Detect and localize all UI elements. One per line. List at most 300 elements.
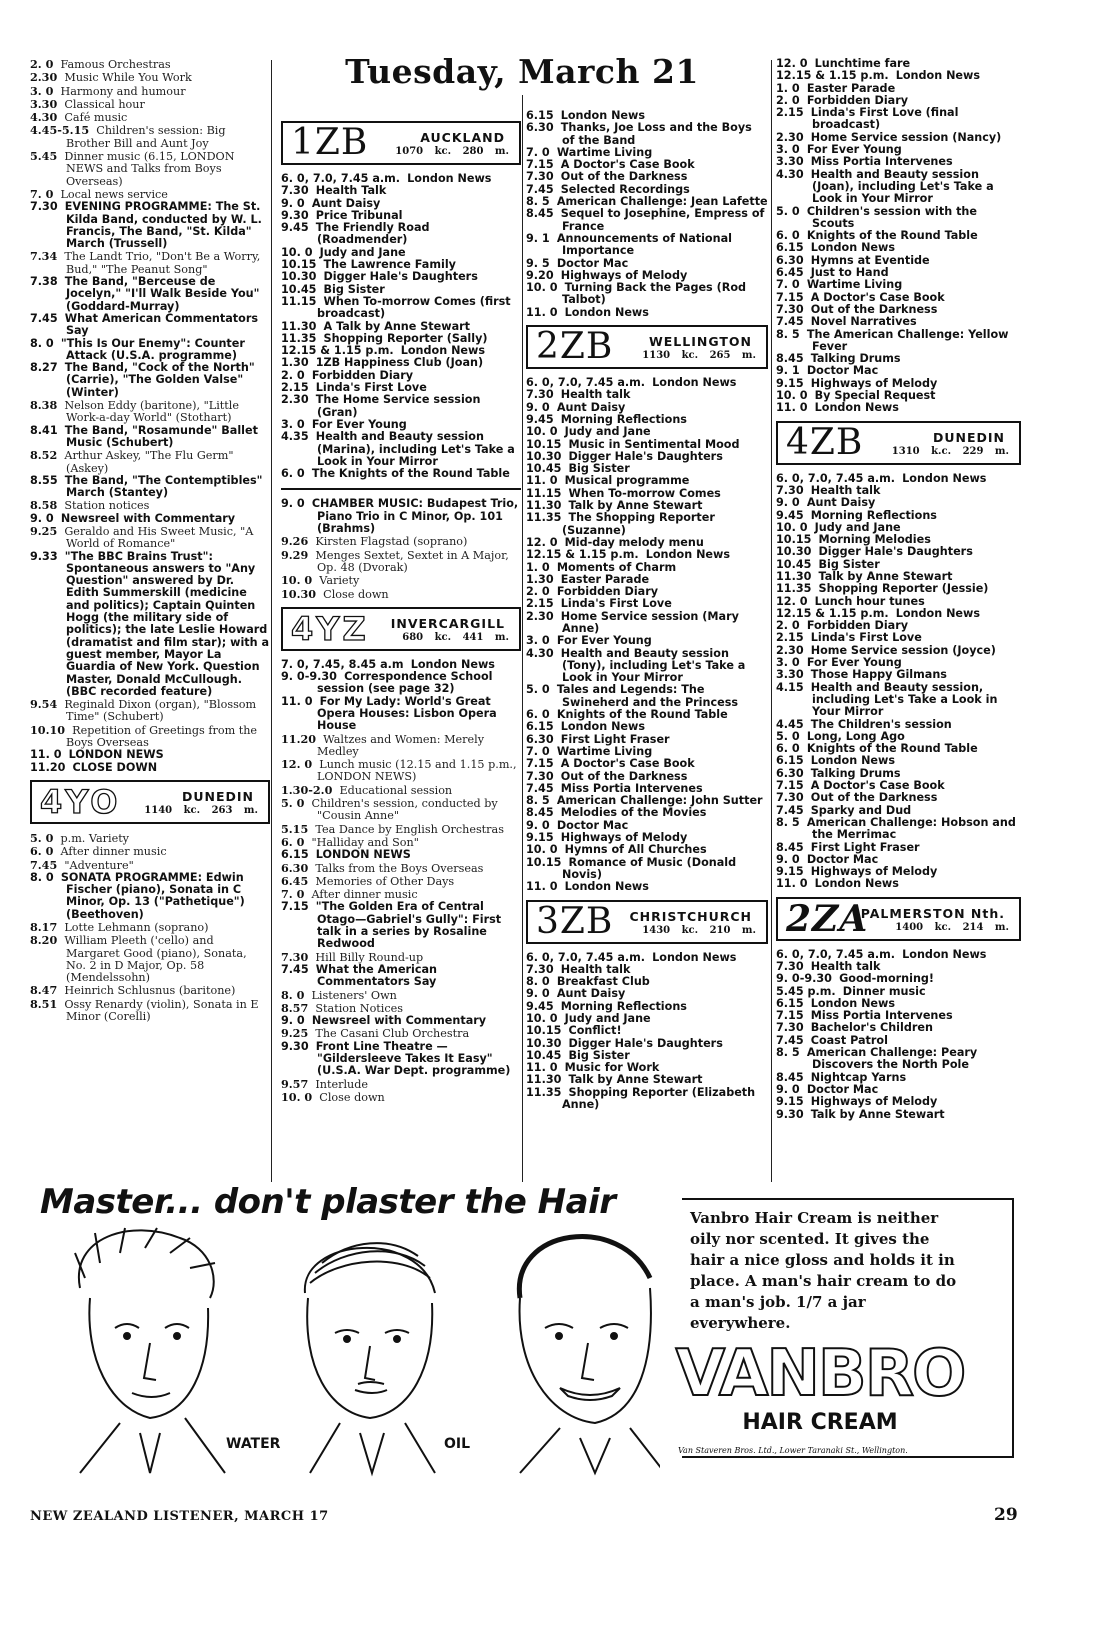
schedule-list bbox=[526, 952, 768, 1112]
schedule-item bbox=[526, 512, 768, 537]
schedule-programme: Bachelor's Children bbox=[810, 1021, 933, 1035]
schedule-programme: Out of the Darkness bbox=[810, 302, 938, 316]
schedule-item bbox=[30, 525, 270, 551]
schedule-time: 4.15 bbox=[776, 680, 804, 694]
station-city: DUNEDIN bbox=[932, 429, 1005, 445]
schedule-time: 11. 0 bbox=[526, 1061, 558, 1075]
schedule-time: 10.30 bbox=[281, 270, 317, 284]
schedule-programme: London News bbox=[652, 376, 737, 390]
schedule-time: 9. 0-9.30 bbox=[776, 972, 832, 986]
schedule-time: 7.45 bbox=[776, 1033, 804, 1047]
schedule-time: 7.45 bbox=[30, 311, 58, 325]
schedule-programme: London News bbox=[400, 344, 486, 358]
schedule-time: 9.54 bbox=[30, 697, 58, 712]
schedule-programme: CLOSE DOWN bbox=[72, 760, 158, 774]
station-city: WELLINGTON bbox=[648, 334, 752, 350]
schedule-item bbox=[281, 671, 521, 696]
schedule-item bbox=[281, 498, 521, 535]
schedule-time: 8.55 bbox=[30, 473, 58, 487]
schedule-programme: Nelson Eddy (baritone), "Little Work-a-day World" (Stothart) bbox=[64, 399, 239, 425]
schedule-programme: Judy and Jane bbox=[319, 245, 406, 259]
schedule-programme: Talk by Anne Stewart bbox=[568, 1073, 703, 1087]
schedule-time: 6.15 bbox=[776, 754, 804, 768]
schedule-programme: Correspondence School session (see page 32) bbox=[317, 670, 493, 696]
schedule-programme: Novel Narratives bbox=[810, 315, 917, 329]
schedule-item bbox=[30, 111, 270, 124]
schedule-time: 11.30 bbox=[776, 569, 812, 583]
schedule-programme: "The Golden Era of Central Otago—Gabriel's Gully": First talk in a series by Rosaline Redwood bbox=[315, 900, 502, 951]
schedule-time: 8.45 bbox=[526, 207, 554, 221]
schedule-time: 12. 0 bbox=[281, 757, 313, 772]
schedule-time: 2.15 bbox=[776, 106, 804, 120]
schedule-programme: Children's session with the Scouts bbox=[806, 204, 977, 230]
schedule-time: 4.45 bbox=[776, 717, 804, 731]
schedule-programme: Hymns of All Churches bbox=[564, 843, 707, 857]
schedule-time: 9. 1 bbox=[526, 231, 550, 245]
station-call-sign: 4ZB bbox=[786, 421, 864, 463]
schedule-time: 6. 0, 7.0, 7.45 a.m. bbox=[526, 950, 646, 964]
schedule-programme: Local news service bbox=[60, 187, 168, 201]
schedule-item bbox=[281, 951, 521, 964]
schedule-programme: Miss Portia Intervenes bbox=[810, 155, 953, 169]
schedule-item bbox=[281, 394, 521, 419]
schedule-programme: A Talk by Anne Stewart bbox=[323, 319, 470, 333]
station-call-sign: 3ZB bbox=[536, 900, 614, 942]
schedule-programme: Wartime Living bbox=[806, 278, 903, 292]
schedule-programme: The Band, "Cock of the North" (Carrie), "The Golden Valse" (Winter) bbox=[64, 361, 255, 399]
schedule-time: 8. 5 bbox=[526, 195, 550, 209]
schedule-programme: "The BBC Brains Trust": Spontaneous answers to "Any Question" answered by Dr. Edith Summerskill (medicine and politics); Captain Quinten Hogg (the military side of politics); the late Leslie Howard (dramatist and film star); with a guest member, Mayor La Guardia of New York. Question Master, Donald McCullough. (BBC recorded feature) bbox=[64, 549, 270, 698]
schedule-programme: What American Commentators Say bbox=[64, 311, 258, 338]
schedule-item bbox=[30, 984, 270, 997]
schedule-item bbox=[526, 1087, 768, 1112]
schedule-time: 1.30-2.0 bbox=[281, 782, 333, 797]
schedule-programme: The Lawrence Family bbox=[323, 258, 456, 272]
schedule-programme: Shopping Reporter (Jessie) bbox=[818, 582, 989, 596]
schedule-time: 9.45 bbox=[281, 221, 309, 235]
schedule-item bbox=[281, 784, 521, 797]
schedule-programme: When To-morrow Comes bbox=[568, 486, 721, 500]
schedule-item bbox=[281, 862, 521, 875]
vanbro-advertisement bbox=[30, 1178, 1020, 1478]
schedule-programme: LONDON NEWS bbox=[68, 748, 164, 762]
schedule-programme: Judy and Jane bbox=[814, 520, 901, 534]
schedule-programme: 1ZB Happiness Club (Joan) bbox=[315, 356, 484, 370]
schedule-time: 8. 5 bbox=[526, 794, 550, 808]
schedule-programme: Classical hour bbox=[64, 97, 145, 111]
schedule-programme: London News bbox=[902, 947, 987, 961]
schedule-programme: Morning Melodies bbox=[818, 533, 931, 547]
schedule-time: 7. 0 bbox=[776, 278, 800, 292]
schedule-programme: Aunt Daisy bbox=[311, 196, 381, 210]
schedule-programme: Morning Reflections bbox=[560, 999, 687, 1013]
schedule-programme: By Special Request bbox=[814, 389, 936, 403]
schedule-programme: Listeners' Own bbox=[311, 988, 397, 1002]
schedule-time: 11. 0 bbox=[526, 305, 558, 319]
column-4 bbox=[776, 58, 1021, 1121]
schedule-list bbox=[526, 377, 768, 893]
schedule-programme: London News bbox=[652, 950, 737, 964]
schedule-programme: Health talk bbox=[560, 962, 631, 976]
schedule-programme: Easter Parade bbox=[806, 81, 896, 95]
schedule-item bbox=[30, 449, 270, 475]
schedule-time: 10.30 bbox=[776, 545, 812, 559]
schedule-time: 9. 0 bbox=[776, 496, 800, 510]
station-header-4zb bbox=[776, 421, 1021, 465]
station-city: DUNEDIN bbox=[181, 788, 254, 804]
schedule-item bbox=[281, 797, 521, 823]
schedule-programme: Knights of the Round Table bbox=[806, 742, 978, 756]
schedule-time: 10.15 bbox=[526, 437, 562, 451]
schedule-time: 6. 0 bbox=[30, 844, 54, 859]
schedule-item bbox=[281, 888, 521, 901]
column-rule bbox=[522, 95, 523, 1182]
schedule-time: 10.45 bbox=[526, 462, 562, 476]
schedule-time: 12. 0 bbox=[526, 535, 558, 549]
schedule-programme: Café music bbox=[64, 111, 128, 125]
schedule-programme: Mid-day melody menu bbox=[564, 535, 704, 549]
schedule-programme: The Home Service session (Gran) bbox=[315, 393, 481, 419]
schedule-time: 8.27 bbox=[30, 361, 58, 375]
schedule-programme: London News bbox=[814, 401, 899, 415]
schedule-time: 4.30 bbox=[30, 110, 58, 125]
schedule-time: 4.45-5.15 bbox=[30, 123, 90, 138]
schedule-time: 5. 0 bbox=[526, 683, 550, 697]
schedule-programme: Hill Billy Round-up bbox=[315, 950, 424, 964]
schedule-item bbox=[526, 122, 768, 147]
schedule-programme: Highways of Melody bbox=[560, 831, 688, 845]
schedule-programme: Just to Hand bbox=[810, 266, 889, 280]
schedule-item bbox=[281, 468, 521, 480]
schedule-programme: Forbidden Diary bbox=[806, 619, 909, 633]
schedule-time: 7.45 bbox=[776, 315, 804, 329]
schedule-item bbox=[30, 551, 270, 699]
station-call-sign: 2ZB bbox=[536, 326, 614, 368]
schedule-time: 11.35 bbox=[281, 331, 317, 345]
schedule-programme: Linda's First Love (final broadcast) bbox=[810, 106, 959, 132]
schedule-item bbox=[776, 329, 1021, 354]
schedule-programme: Menges Sextet, Sextet in A Major, Op. 48 (Dvorak) bbox=[315, 548, 509, 574]
schedule-time: 11. 0 bbox=[281, 694, 313, 708]
schedule-item bbox=[30, 362, 270, 399]
schedule-item bbox=[526, 857, 768, 882]
schedule-time: 7.30 bbox=[776, 302, 804, 316]
schedule-time: 2.15 bbox=[526, 597, 554, 611]
schedule-item bbox=[526, 684, 768, 709]
schedule-time: 12.15 & 1.15 p.m. bbox=[776, 606, 889, 620]
schedule-programme: Interlude bbox=[315, 1077, 369, 1091]
schedule-time: 6.45 bbox=[281, 873, 309, 888]
schedule-programme: Lunch hour tunes bbox=[814, 594, 925, 608]
schedule-time: 1. 0 bbox=[526, 560, 550, 574]
schedule-time: 12.15 & 1.15 p.m. bbox=[526, 548, 639, 562]
schedule-time: 11.35 bbox=[526, 1085, 562, 1099]
schedule-time: 1.30 bbox=[526, 572, 554, 586]
schedule-time: 8.47 bbox=[30, 983, 58, 998]
schedule-item bbox=[281, 989, 521, 1002]
schedule-programme: Talks from the Boys Overseas bbox=[315, 861, 484, 875]
schedule-programme: Announcements of National Importance bbox=[556, 231, 732, 258]
schedule-time: 9. 5 bbox=[526, 256, 550, 270]
schedule-programme: First Light Fraser bbox=[810, 840, 920, 854]
schedule-item bbox=[776, 169, 1021, 206]
schedule-item bbox=[281, 696, 521, 733]
schedule-time: 10.30 bbox=[526, 1036, 562, 1050]
schedule-programme: Big Sister bbox=[568, 462, 630, 476]
schedule-time: 6.30 bbox=[281, 860, 309, 875]
schedule-programme: Highways of Melody bbox=[810, 376, 938, 390]
schedule-programme: Front Line Theatre — "Gildersleeve Takes It Easy" (U.S.A. War Dept. programme) bbox=[315, 1039, 511, 1078]
schedule-programme: Doctor Mac bbox=[806, 364, 879, 378]
schedule-time: 7. 0, 7.45, 8.45 a.m bbox=[281, 657, 404, 671]
schedule-time: 7.30 bbox=[776, 791, 804, 805]
schedule-time: 2. 0 bbox=[30, 57, 54, 71]
schedule-item bbox=[30, 425, 270, 450]
schedule-programme: Big Sister bbox=[818, 557, 880, 571]
schedule-time: 12.15 & 1.15 p.m. bbox=[776, 69, 889, 83]
schedule-programme: Geraldo and His Sweet Music, "A World of Romance" bbox=[64, 524, 254, 551]
schedule-time: 10. 0 bbox=[526, 1012, 558, 1025]
schedule-item bbox=[30, 921, 270, 934]
schedule-programme: The Casani Club Orchestra bbox=[315, 1027, 470, 1041]
schedule-programme: LONDON NEWS bbox=[315, 848, 411, 862]
schedule-time: 9. 0-9.30 bbox=[281, 670, 337, 684]
schedule-programme: Hymns at Eventide bbox=[810, 253, 930, 267]
schedule-programme: Lunch music (12.15 and 1.15 p.m., LONDON NEWS) bbox=[317, 758, 517, 784]
schedule-programme: Nightcap Yarns bbox=[810, 1070, 907, 1084]
schedule-programme: Health and Beauty session (Marina), including Let's Take a Look in Your Mirror bbox=[315, 430, 515, 468]
schedule-programme: Famous Orchestras bbox=[60, 58, 171, 71]
face-vanbro-illustration bbox=[519, 1237, 660, 1473]
schedule-programme: Repetition of Greetings from the Boys Overseas bbox=[66, 723, 258, 750]
schedule-time: 4.30 bbox=[526, 646, 554, 660]
schedule-time: 9.15 bbox=[526, 831, 554, 845]
schedule-programme: A Doctor's Case Book bbox=[560, 757, 695, 771]
schedule-time: 8.20 bbox=[30, 933, 58, 948]
schedule-programme: Music While You Work bbox=[64, 71, 192, 85]
schedule-programme: Those Happy Gilmans bbox=[810, 668, 947, 682]
schedule-time: 2.30 bbox=[776, 130, 804, 144]
schedule-time: 9. 0 bbox=[526, 987, 550, 1001]
schedule-programme: London News bbox=[810, 754, 896, 768]
schedule-time: 2.30 bbox=[526, 609, 554, 623]
schedule-item bbox=[30, 832, 270, 845]
schedule-programme: The Knights of the Round Table bbox=[311, 467, 510, 481]
schedule-programme: Home Service session (Mary Anne) bbox=[560, 609, 739, 635]
schedule-time: 9. 1 bbox=[776, 364, 800, 378]
schedule-programme: Newsreel with Commentary bbox=[311, 1014, 487, 1028]
schedule-time: 9.26 bbox=[281, 534, 309, 549]
schedule-list bbox=[281, 498, 521, 600]
schedule-item bbox=[281, 733, 521, 759]
schedule-programme: "Adventure" bbox=[64, 858, 134, 872]
schedule-time: 3. 0 bbox=[281, 417, 305, 431]
schedule-time: 5.15 bbox=[281, 821, 309, 836]
schedule-programme: Linda's First Love bbox=[560, 597, 672, 611]
schedule-programme: "Halliday and Son" bbox=[311, 835, 419, 849]
schedule-time: 9. 0 bbox=[30, 511, 54, 525]
schedule-time: 4.35 bbox=[281, 430, 309, 444]
section-divider bbox=[281, 488, 521, 490]
schedule-time: 7.45 bbox=[526, 182, 554, 196]
schedule-programme: After dinner music bbox=[311, 888, 418, 902]
schedule-time: 7.45 bbox=[526, 781, 554, 795]
caption-water: WATER bbox=[226, 1436, 281, 1452]
schedule-programme: London News bbox=[814, 877, 899, 891]
schedule-programme: The Children's session bbox=[810, 717, 952, 731]
schedule-item bbox=[281, 588, 521, 601]
schedule-time: 6. 0 bbox=[526, 708, 550, 722]
schedule-time: 9. 0 bbox=[281, 497, 305, 511]
schedule-time: 1.30 bbox=[281, 356, 309, 370]
schedule-time: 6.45 bbox=[776, 266, 804, 280]
schedule-programme: The Shopping Reporter (Suzanne) bbox=[562, 511, 715, 537]
schedule-programme: Children's session, conducted by "Cousin Anne" bbox=[311, 797, 498, 823]
face-oil-illustration bbox=[305, 1243, 435, 1473]
schedule-programme: Out of the Darkness bbox=[560, 769, 688, 783]
schedule-list bbox=[281, 659, 521, 1104]
schedule-time: 10.15 bbox=[526, 1024, 562, 1038]
schedule-item bbox=[281, 574, 521, 587]
schedule-programme: Digger Hale's Daughters bbox=[323, 270, 478, 284]
schedule-programme: EVENING PROGRAMME: The St. Kilda Band, conducted by W. L. Francis, The Band, "St. Kilda" March (Trussell) bbox=[64, 200, 262, 251]
schedule-time: 8.52 bbox=[30, 448, 58, 463]
schedule-programme: Home Service session (Nancy) bbox=[810, 130, 1002, 144]
schedule-programme: London News bbox=[564, 305, 649, 319]
schedule-time: 4.30 bbox=[776, 167, 804, 181]
schedule-item bbox=[281, 549, 521, 575]
schedule-programme: Sequel to Josephine, Empress of France bbox=[560, 207, 765, 233]
schedule-programme: Memories of Other Days bbox=[315, 874, 455, 888]
station-frequency: 1070 kc. 280 m. bbox=[395, 146, 509, 157]
schedule-programme: Close down bbox=[323, 587, 389, 601]
schedule-time: 6. 0 bbox=[281, 467, 305, 481]
schedule-programme: Home Service session (Joyce) bbox=[810, 643, 996, 657]
schedule-time: 8.45 bbox=[776, 1070, 804, 1084]
schedule-list bbox=[776, 949, 1021, 1121]
schedule-time: 3. 0 bbox=[30, 83, 54, 98]
schedule-time: 9. 0 bbox=[526, 400, 550, 414]
schedule-programme: After dinner music bbox=[60, 845, 167, 859]
schedule-time: 2.15 bbox=[281, 381, 309, 395]
schedule-programme: Coast Patrol bbox=[810, 1033, 888, 1047]
schedule-item bbox=[281, 1091, 521, 1104]
schedule-programme: Miss Portia Intervenes bbox=[560, 781, 703, 795]
schedule-programme: Health talk bbox=[810, 960, 881, 973]
schedule-programme: Price Tribunal bbox=[315, 208, 403, 222]
station-frequency: 1140 kc. 263 m. bbox=[144, 804, 258, 816]
schedule-programme: Conflict! bbox=[568, 1024, 622, 1038]
schedule-item bbox=[281, 296, 521, 321]
schedule-item bbox=[281, 431, 521, 468]
schedule-item bbox=[30, 124, 270, 150]
schedule-item bbox=[281, 758, 521, 784]
schedule-time: 7.15 bbox=[526, 757, 554, 771]
schedule-item bbox=[30, 998, 270, 1024]
schedule-programme: Digger Hale's Daughters bbox=[818, 545, 973, 559]
schedule-programme: Digger Hale's Daughters bbox=[568, 1036, 723, 1050]
schedule-item bbox=[30, 201, 270, 250]
schedule-programme: The Band, "The Contemptibles" March (Stantey) bbox=[64, 473, 263, 500]
schedule-programme: Highways of Melody bbox=[560, 268, 688, 282]
schedule-programme: Romance of Music (Donald Novis) bbox=[562, 855, 737, 881]
schedule-time: 8.17 bbox=[30, 920, 58, 934]
schedule-time: 11. 0 bbox=[776, 877, 808, 891]
station-header-2zb bbox=[526, 325, 768, 369]
schedule-time: 8. 0 bbox=[30, 870, 54, 884]
station-header-1zb bbox=[281, 121, 521, 165]
schedule-time: 10.45 bbox=[281, 282, 317, 296]
schedule-item bbox=[281, 222, 521, 247]
schedule-item bbox=[30, 934, 270, 984]
schedule-item bbox=[30, 338, 270, 363]
schedule-programme: Digger Hale's Daughters bbox=[568, 449, 723, 463]
schedule-time: 7. 0 bbox=[526, 744, 550, 758]
schedule-time: 6. 0 bbox=[776, 742, 800, 756]
schedule-programme: Thanks, Joe Loss and the Boys of the Band bbox=[560, 121, 752, 147]
schedule-time: 6.15 bbox=[776, 241, 804, 255]
schedule-time: 9.45 bbox=[526, 999, 554, 1013]
schedule-item bbox=[776, 878, 1021, 890]
schedule-programme: The Friendly Road (Roadmender) bbox=[315, 221, 430, 247]
schedule-programme: Out of the Darkness bbox=[560, 170, 688, 184]
schedule-item bbox=[776, 1047, 1021, 1072]
schedule-item bbox=[526, 648, 768, 685]
schedule-programme: Tales and Legends: The Swineherd and the Princess bbox=[556, 683, 739, 709]
station-header-4yo bbox=[30, 780, 270, 824]
schedule-time: 5. 0 bbox=[30, 830, 54, 845]
schedule-time: 10. 0 bbox=[281, 245, 313, 259]
schedule-item bbox=[776, 402, 1021, 414]
schedule-programme: Doctor Mac bbox=[806, 1082, 879, 1096]
schedule-time: 6. 0, 7.0, 7.45 a.m. bbox=[776, 947, 896, 961]
schedule-item bbox=[30, 399, 270, 425]
schedule-programme: Health talk bbox=[810, 483, 881, 497]
schedule-item bbox=[281, 271, 521, 283]
schedule-programme: Aunt Daisy bbox=[806, 496, 876, 510]
schedule-programme: Judy and Jane bbox=[564, 425, 651, 439]
schedule-time: 2.30 bbox=[30, 70, 58, 85]
schedule-time: 6. 0, 7.0, 7.45 a.m. bbox=[776, 471, 896, 485]
schedule-programme: Forbidden Diary bbox=[806, 93, 909, 107]
schedule-programme: Kirsten Flagstad (soprano) bbox=[315, 535, 468, 549]
schedule-time: 11.15 bbox=[526, 486, 562, 500]
schedule-item bbox=[526, 881, 768, 893]
schedule-programme: London News bbox=[810, 996, 896, 1010]
schedule-time: 12.15 & 1.15 p.m. bbox=[281, 344, 394, 358]
schedule-time: 1. 0 bbox=[776, 81, 800, 95]
schedule-time: 7. 0 bbox=[526, 145, 550, 159]
schedule-time: 8.58 bbox=[30, 498, 58, 513]
schedule-programme: The American Challenge: Yellow Fever bbox=[806, 327, 1009, 353]
schedule-programme: Breakfast Club bbox=[556, 975, 650, 989]
station-city: PALMERSTON Nth. bbox=[860, 905, 1005, 921]
schedule-programme: Judy and Jane bbox=[564, 1012, 651, 1025]
schedule-programme: London News bbox=[902, 471, 987, 485]
schedule-time: 8.57 bbox=[281, 1000, 309, 1015]
schedule-time: 7.45 bbox=[281, 962, 309, 976]
schedule-time: 5. 0 bbox=[776, 729, 800, 743]
schedule-time: 8.51 bbox=[30, 996, 58, 1011]
schedule-time: 7.15 bbox=[526, 158, 554, 172]
schedule-time: 2. 0 bbox=[776, 93, 800, 107]
schedule-programme: Forbidden Diary bbox=[311, 368, 414, 382]
schedule-time: 10.45 bbox=[776, 557, 812, 571]
schedule-time: 8. 0 bbox=[281, 987, 305, 1002]
schedule-programme: Linda's First Love bbox=[315, 381, 427, 395]
schedule-programme: Long, Long Ago bbox=[806, 729, 905, 743]
schedule-time: 7.45 bbox=[776, 803, 804, 817]
